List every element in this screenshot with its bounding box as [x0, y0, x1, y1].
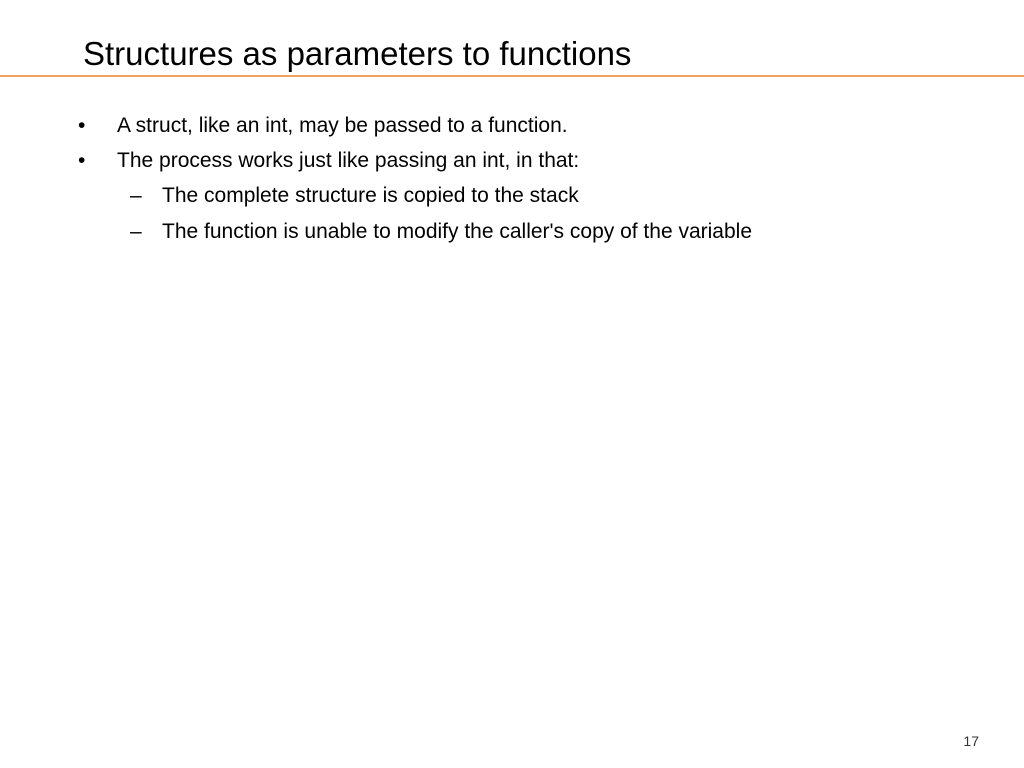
page-number: 17	[963, 733, 979, 749]
sub-bullet-text: The function is unable to modify the caller's copy of the variable	[162, 220, 752, 243]
bullet-marker: •	[78, 149, 86, 172]
bullet-text: The process works just like passing an int, in that:	[117, 149, 580, 172]
slide-title: Structures as parameters to functions	[83, 35, 632, 72]
sub-bullet-marker: –	[130, 184, 142, 207]
title-divider	[0, 75, 1024, 77]
bullet-marker: •	[78, 114, 86, 137]
sub-bullet-marker: –	[130, 220, 142, 243]
sub-bullet-text: The complete structure is copied to the stack	[162, 184, 579, 207]
bullet-text: A struct, like an int, may be passed to a function.	[117, 114, 568, 137]
